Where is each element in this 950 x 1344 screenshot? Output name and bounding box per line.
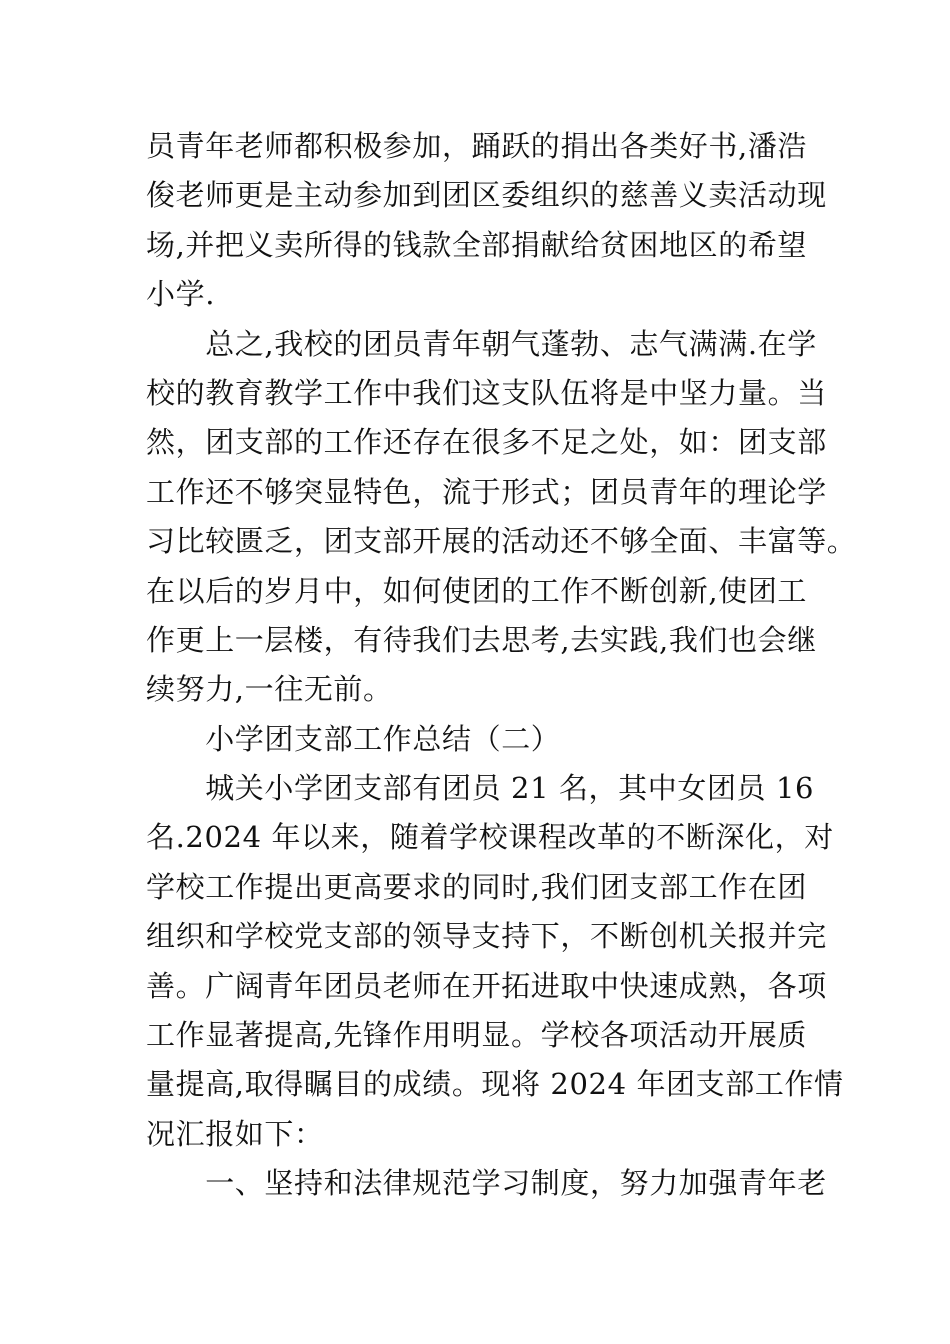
text-line: 总之,我校的团员青年朝气蓬勃、志气满满.在学 [146, 326, 817, 361]
text-line: 组织和学校党支部的领导支持下，不断创机关报并完 [146, 919, 827, 954]
text-line: 俊老师更是主动参加到团区委组织的慈善义卖活动现 [146, 178, 827, 213]
text-line: 在以后的岁月中，如何使团的工作不断创新,使团工 [146, 573, 808, 608]
document-body [146, 122, 857, 1209]
text-line: 然，团支部的工作还存在很多不足之处，如：团支部 [146, 425, 827, 460]
text-line: 工作还不够突显特色，流于形式；团员青年的理论学 [146, 474, 827, 509]
text-line: 习比较匮乏，团支部开展的活动还不够全面、丰富等。 [146, 524, 857, 559]
text-line: 场,并把义卖所得的钱款全部捐献给贫困地区的希望 [146, 227, 808, 262]
text-line: 一、坚持和法律规范学习制度，努力加强青年老 [146, 1166, 827, 1201]
text-line: 作更上一层楼，有待我们去思考,去实践,我们也会继 [146, 622, 817, 657]
text-line: 校的教育教学工作中我们这支队伍将是中坚力量。当 [146, 375, 827, 410]
text-line: 量提高,取得瞩目的成绩。现将 2024 年团支部工作情 [146, 1067, 844, 1102]
text-line: 善。广阔青年团员老师在开拓进取中快速成熟，各项 [146, 968, 827, 1003]
text-line: 小学. [146, 277, 216, 312]
text-line: 学校工作提出更高要求的同时,我们团支部工作在团 [146, 869, 808, 904]
text-line: 名.2024 年以来，随着学校课程改革的不断深化，对 [146, 820, 834, 855]
text-line: 员青年老师都积极参加，踊跃的捐出各类好书,潘浩 [146, 129, 808, 163]
text-line: 城关小学团支部有团员 21 名，其中女团员 16 [146, 771, 815, 806]
text-line: 工作显著提高,先锋作用明显。学校各项活动开展质 [146, 1018, 808, 1053]
text-line: 况汇报如下： [146, 1116, 324, 1151]
text-line: 续努力,一往无前。 [146, 672, 393, 707]
section-heading: 小学团支部工作总结（二） [146, 721, 561, 756]
